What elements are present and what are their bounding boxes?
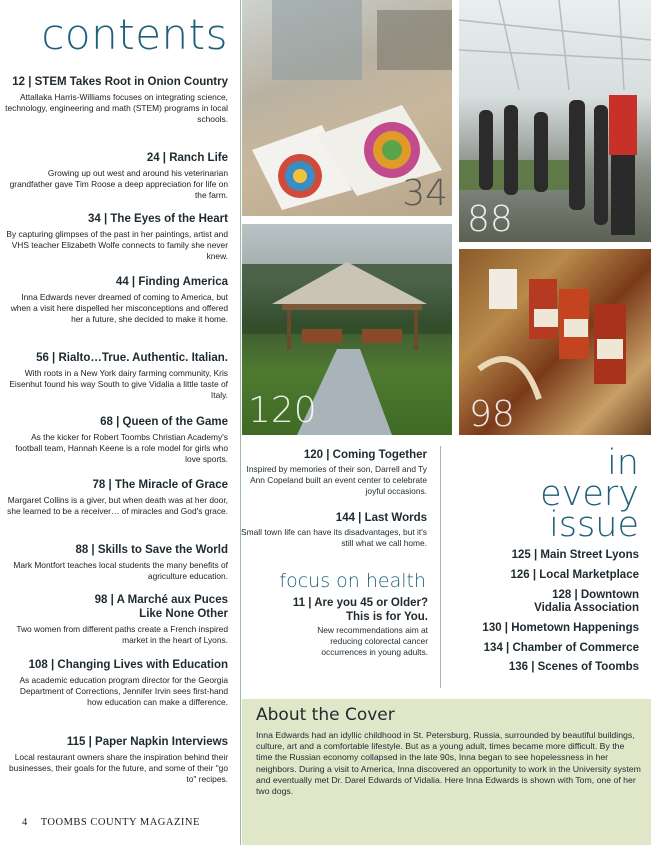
toc-entry[interactable] xyxy=(3,76,228,125)
greenhouse-class-photo[interactable] xyxy=(459,0,651,242)
market-jars-photo[interactable] xyxy=(459,249,651,435)
toc-entry-description: As the kicker for Robert Toombs Christian Academy's football team, Hannah Keene is a role model for girls who love sports. xyxy=(15,431,228,464)
toc-entry[interactable] xyxy=(78,594,228,621)
toc-entry-description: Local restaurant owners share the inspiration behind their businesses, their goals for the future, and some of their "go to" recipes. xyxy=(9,751,228,784)
toc-entry[interactable] xyxy=(3,213,228,262)
issue-item[interactable]: 136 | Scenes of Toombs xyxy=(508,661,639,674)
photo-page-number: 88 xyxy=(467,199,513,240)
about-cover-text: Inna Edwards had an idyllic childhood in St. Petersburg, Russia, surrounded by beautiful buildings, culture, art and a comfortable lifestyle. But as a young adult, times became more difficult. By the time the Russian economy collapsed in the late 90s, Inna began to see hopelessness in her neighbors. During a visit to America, Inna discovered an opportunity to work in the University system and eventually met Dr. Darel Edwards of Vidalia. Here Inna Edwards is shown with Tom, one of her two dogs. xyxy=(256,730,641,797)
toc-entry[interactable] xyxy=(3,152,228,201)
toc-entry-description: As academic education program director for the Georgia Department of Corrections, Jennifer Irvin sees first-hand how education can make a difference. xyxy=(19,674,228,707)
toc-entry-heading: 56 | Rialto…True. Authentic. Italian. xyxy=(36,352,228,364)
toc-entry-heading: 44 | Finding America xyxy=(115,276,228,288)
page-number: 4 xyxy=(22,817,28,828)
toc-entry-heading: 78 | The Miracle of Grace xyxy=(92,479,228,491)
toc-entry-description: Margaret Collins is a giver, but when death was at her door, she learned to be a receiver… of miracles and God's grace. xyxy=(7,494,228,516)
column-divider xyxy=(240,0,241,845)
toc-entry[interactable] xyxy=(241,512,427,549)
toc-entry-description: Inna Edwards never dreamed of coming to America, but when a visit here dispelled her misconceptions and offered her a future, she decided to make it home. xyxy=(10,291,228,324)
issue-item[interactable]: 134 | Chamber of Commerce xyxy=(483,641,639,654)
every-issue-title-line: in xyxy=(607,443,639,483)
toc-entry-description: Small town life can have its disadvantages, but it's still what we call home. xyxy=(241,526,427,548)
issue-item[interactable]: 126 | Local Marketplace xyxy=(510,568,639,581)
issue-item[interactable]: 125 | Main Street Lyons xyxy=(511,549,639,561)
toc-entry-heading: 24 | Ranch Life xyxy=(146,152,228,164)
toc-entry-description: By capturing glimpses of the past in her paintings, artist and VHS teacher Elizabeth Wolfe connects to family she never knew. xyxy=(6,228,228,261)
page-footer xyxy=(22,817,200,828)
toc-entry[interactable] xyxy=(3,276,228,325)
toc-entry-heading: 11 | Are you 45 or Older? This is for You. xyxy=(292,597,428,623)
photo-page-number: 34 xyxy=(402,173,448,214)
toc-entry-description: Growing up out west and around his veterinarian grandfather gave Tim Roose a deep appreciation for life on the farm. xyxy=(9,167,228,200)
toc-entry-heading: 120 | Coming Together xyxy=(303,449,427,461)
toc-entry[interactable] xyxy=(3,479,228,517)
toc-entry-heading: 88 | Skills to Save the World xyxy=(75,544,228,556)
toc-entry[interactable] xyxy=(3,622,228,646)
every-issue-title-line: every xyxy=(540,474,639,514)
issue-item[interactable]: 130 | Hometown Happenings xyxy=(482,621,639,634)
toc-entry-heading: 68 | Queen of the Game xyxy=(100,416,228,428)
toc-entry-description: New recommendations aim at reducing colorectal cancer occurrences in young adults. xyxy=(317,625,428,657)
toc-entry-description: Attallaka Harris-Williams focuses on integrating science, technology, engineering and math (STEM) programs in local schools. xyxy=(5,91,228,124)
toc-entry-heading: 144 | Last Words xyxy=(335,512,427,524)
toc-entry-heading: 115 | Paper Napkin Interviews xyxy=(66,736,228,748)
every-issue-title xyxy=(540,443,639,545)
toc-entry-description: Mark Montfort teaches local students the many benefits of agriculture education. xyxy=(13,559,228,581)
focus-section-title: focus on health xyxy=(279,570,426,592)
page-title: contents xyxy=(41,10,228,59)
toc-entry-heading: 34 | The Eyes of the Heart xyxy=(88,213,228,225)
toc-entry-heading: 12 | STEM Takes Root in Onion Country xyxy=(12,76,228,88)
toc-entry[interactable] xyxy=(241,449,427,497)
toc-entry[interactable] xyxy=(3,416,228,465)
pavilion-photo[interactable] xyxy=(242,224,452,435)
magazine-name: TOOMBS COUNTY MAGAZINE xyxy=(40,817,200,828)
toc-entry[interactable] xyxy=(3,544,228,582)
every-issue-title-line: issue xyxy=(549,505,639,545)
issue-item[interactable]: 128 | Downtown Vidalia Association xyxy=(534,588,639,615)
photo-page-number: 98 xyxy=(469,394,515,435)
contents-column xyxy=(0,0,240,845)
toc-entry[interactable] xyxy=(276,597,428,658)
toc-entry[interactable] xyxy=(3,736,228,785)
toc-entry[interactable] xyxy=(3,352,228,401)
about-cover-box xyxy=(242,699,651,845)
toc-entry-description: With roots in a New York dairy farming community, Kris Eisenhut found his way South to give Vidalia a little taste of Italy. xyxy=(9,367,228,400)
about-cover-title: About the Cover xyxy=(256,705,395,725)
toc-entry-heading: 108 | Changing Lives with Education xyxy=(28,659,228,671)
toc-entry[interactable] xyxy=(3,659,228,708)
art-desk-photo[interactable] xyxy=(242,0,452,216)
toc-entry-description: Two women from different paths create a French inspired market in the heart of Lyons. xyxy=(16,624,228,645)
toc-entry-description: Inspired by memories of their son, Darrell and Ty Ann Copeland built an event center to celebrate joyful occasions. xyxy=(246,463,427,496)
photo-page-number: 120 xyxy=(248,390,317,431)
every-issue-list xyxy=(439,549,639,681)
toc-entry-heading: 98 | A Marché aux Puces Like None Other xyxy=(94,594,228,620)
